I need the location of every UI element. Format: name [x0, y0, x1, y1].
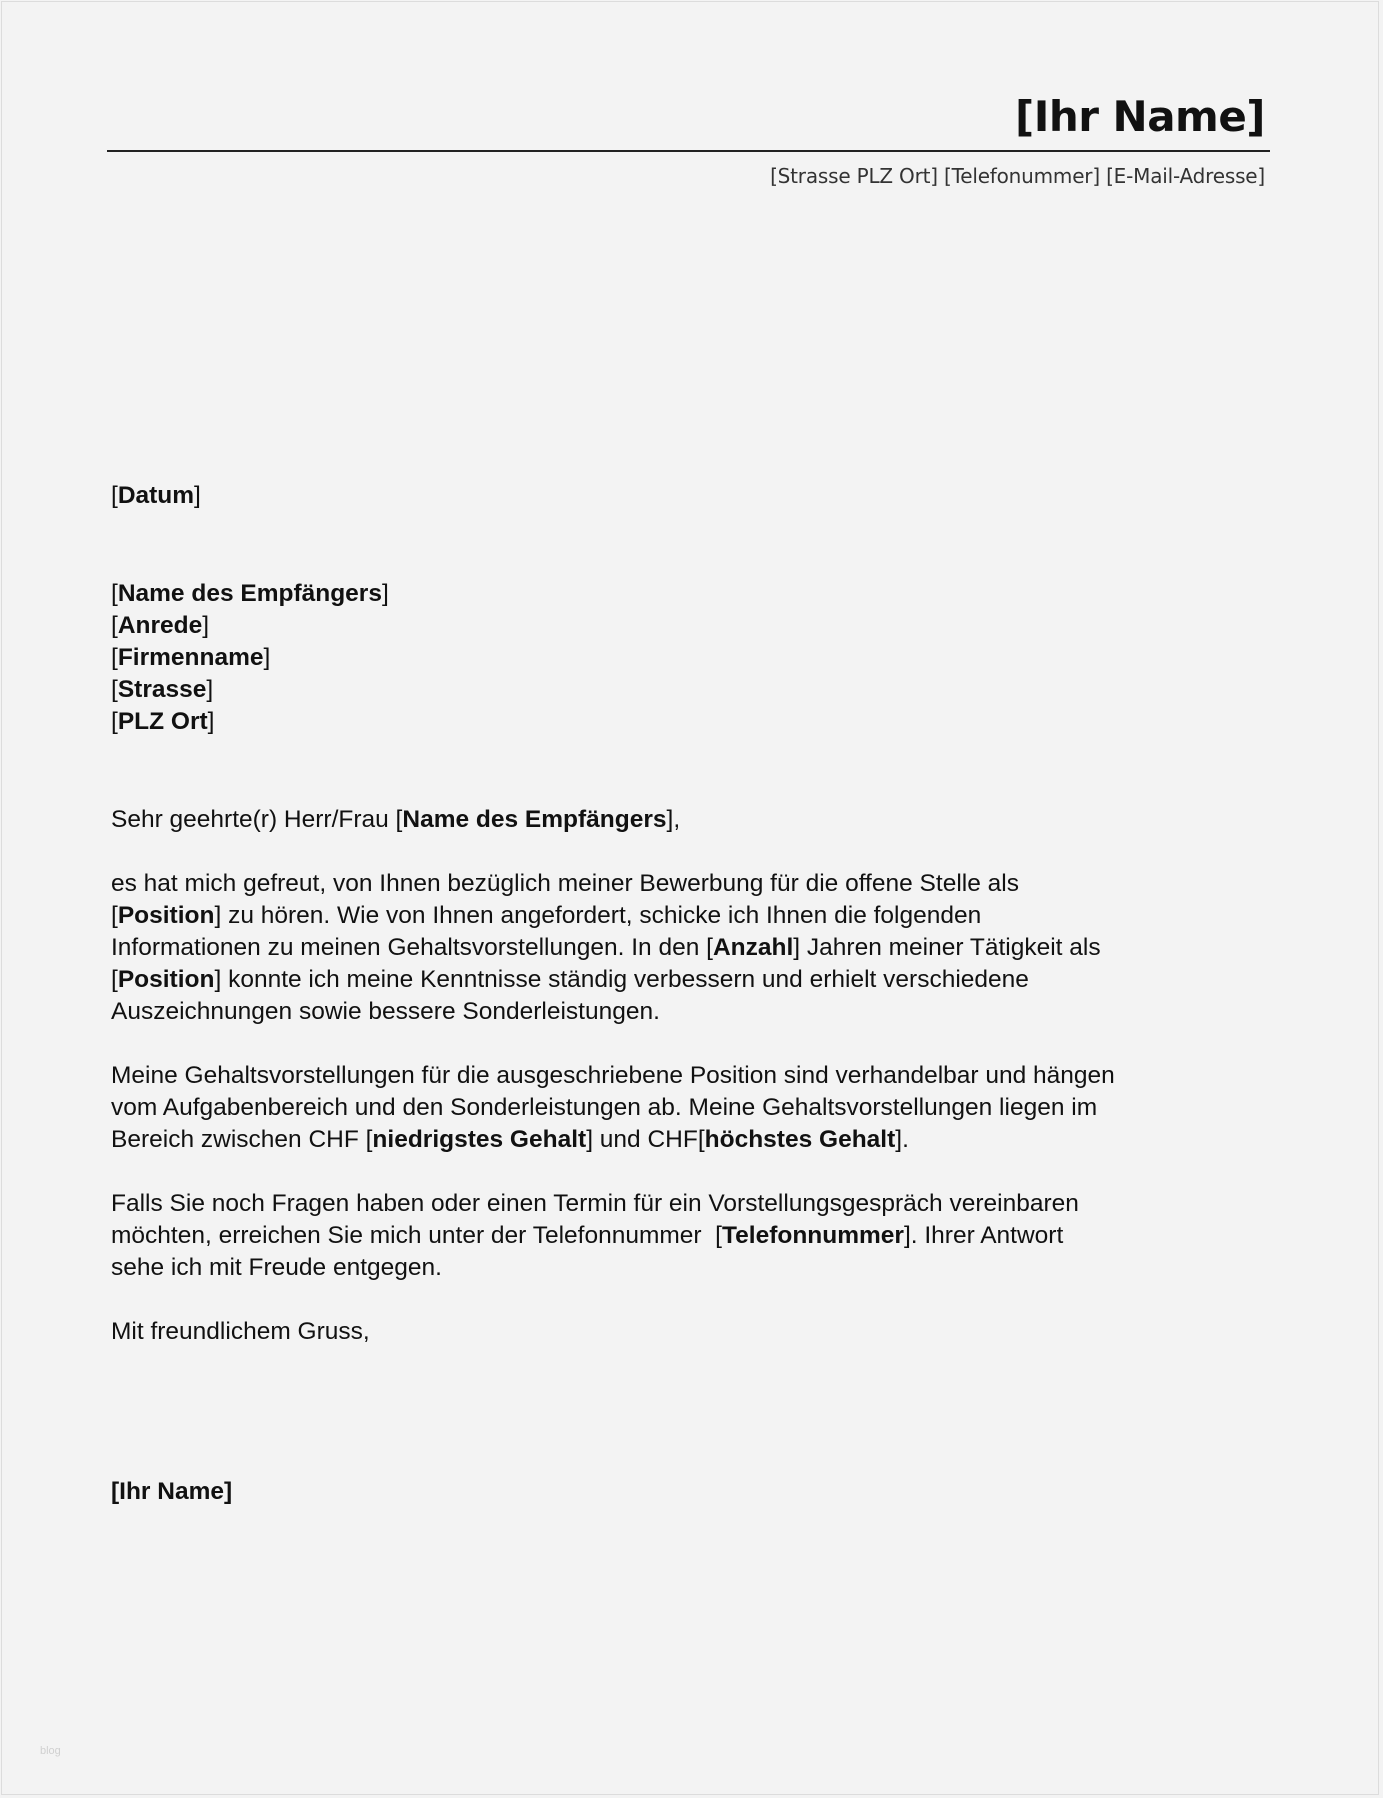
- paragraph-contact: Falls Sie noch Fragen haben oder einen Termin für ein Vorstellungsgespräch vereinbaren möchten, erreichen Sie mich unter der Telefonnummer [Telefonnummer]. Ihrer Antwort sehe ich mit Freude entgegen.: [111, 1190, 1079, 1281]
- recipient-name: [Name des Empfängers]: [111, 580, 389, 607]
- header-contact-line: [Strasse PLZ Ort] [Telefonummer] [E-Mail-Adresse]: [770, 164, 1265, 188]
- closing: Mit freundlichem Gruss,: [111, 1318, 370, 1345]
- salutation: Sehr geehrte(r) Herr/Frau [Name des Empfängers],: [111, 806, 681, 833]
- date-field: [111, 480, 1271, 512]
- paragraph-intro: es hat mich gefreut, von Ihnen bezüglich meiner Bewerbung für die offene Stelle als [Position] zu hören. Wie von Ihnen angefordert, schicke ich Ihnen die folgenden Informationen zu meinen Gehaltsvorstellungen. In den [Anzahl] Jahren meiner Tätigkeit als [Position] konnte ich meine Kenntnisse ständig verbessern und erhielt verschiedene Auszeichnungen sowie bessere Sonderleistungen.: [111, 870, 1101, 1025]
- recipient-salutation-title: [Anrede]: [111, 612, 210, 639]
- watermark: blog: [40, 1745, 61, 1757]
- header-divider: [107, 150, 1270, 152]
- date-placeholder: Datum: [117, 482, 195, 509]
- recipient-street: [Strasse]: [111, 676, 214, 703]
- header-sender-name: [Ihr Name]: [1015, 92, 1265, 141]
- recipient-address-block: [111, 578, 1271, 738]
- letter-body: [111, 480, 1271, 1508]
- bracket: [: [111, 482, 118, 509]
- recipient-city: [PLZ Ort]: [111, 708, 215, 735]
- bracket: ]: [194, 482, 201, 509]
- signature: [Ihr Name]: [111, 1478, 233, 1505]
- recipient-company: [Firmenname]: [111, 644, 271, 671]
- paragraph-salary: Meine Gehaltsvorstellungen für die ausgeschriebene Position sind verhandelbar und hängen vom Aufgabenbereich und den Sonderleistungen ab. Meine Gehaltsvorstellungen liegen im Bereich zwischen CHF [niedrigstes Gehalt] und CHF[höchstes Gehalt].: [111, 1062, 1115, 1153]
